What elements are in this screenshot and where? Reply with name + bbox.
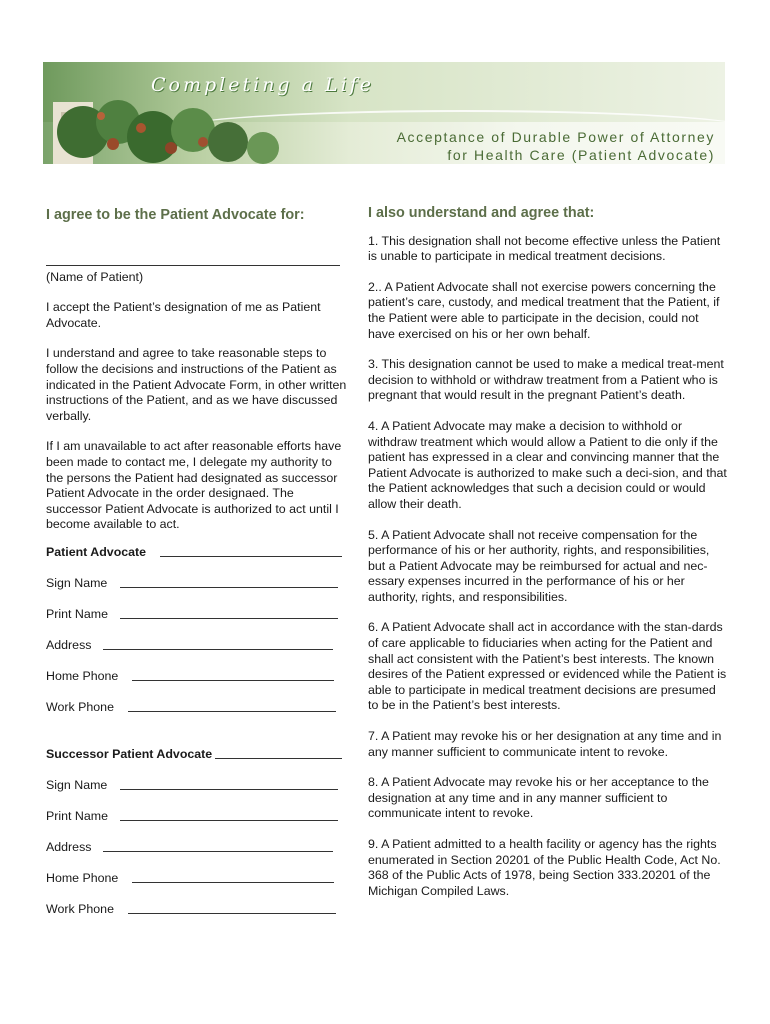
paragraph-delegation: If I am unavailable to act after reasonable efforts have been made to contact me, I delegate my authority to the persons the Patient had designated as successor Patient Advocate in the order designaed. The successor Patient Advocate is authorized to act until I become available to act. bbox=[46, 439, 342, 532]
paragraph-acceptance: I accept the Patient’s designation of me as Patient Advocate. bbox=[46, 300, 321, 330]
patient-advocate-field bbox=[46, 545, 348, 576]
clause-7: 7. A Patient may revoke his or her designation at any time and in any manner sufficient to communicate intent to revoke. bbox=[368, 729, 722, 759]
home-phone-label: Home Phone bbox=[46, 870, 119, 885]
successor-print-name-field bbox=[46, 809, 348, 840]
header-banner bbox=[43, 62, 725, 164]
patient-name-caption: (Name of Patient) bbox=[46, 269, 144, 284]
successor-sign-name-field bbox=[46, 778, 348, 809]
clause-5: 5. A Patient Advocate shall not receive compensation for the performance of his or her authority, rights, and responsibilities, but a Patient Advocate may be reimbursed for actual and nec-essary expenses incurred in the performance of his or her authority, rights, and responsibilities. bbox=[368, 527, 710, 604]
sign-name-line[interactable] bbox=[120, 587, 338, 588]
print-name-line[interactable] bbox=[120, 820, 338, 821]
sign-name-label: Sign Name bbox=[46, 575, 108, 590]
print-name-label: Print Name bbox=[46, 808, 108, 823]
title-line-1: Acceptance of Durable Power of Attorney bbox=[396, 129, 715, 145]
patient-name-line[interactable] bbox=[46, 251, 340, 266]
advocate-sign-name-field bbox=[46, 576, 348, 607]
work-phone-line[interactable] bbox=[128, 711, 336, 712]
successor-work-phone-field bbox=[46, 902, 348, 933]
right-column bbox=[368, 206, 728, 914]
address-line[interactable] bbox=[103, 851, 333, 852]
home-phone-line[interactable] bbox=[132, 680, 334, 681]
garden-illustration bbox=[43, 92, 313, 164]
successor-home-phone-field bbox=[46, 871, 348, 902]
clause-9: 9. A Patient admitted to a health facility or agency has the rights enumerated in Section 20201 of the Public Health Code, Act No. 368 of the Public Acts of 1978, being Section 333.20201 of the Michigan Compiled Laws. bbox=[368, 837, 721, 898]
successor-advocate-line[interactable] bbox=[215, 758, 342, 759]
clause-4: 4. A Patient Advocate may make a decision to withhold or withdraw treatment which would allow a Patient to die only if the patient has expressed in a clear and convincing manner that the Patient Advocate is authorized to make such a deci-sion, and that the Patient acknowledges that such a decision could or would allow their death. bbox=[368, 418, 727, 511]
patient-advocate-line[interactable] bbox=[160, 556, 342, 557]
work-phone-label: Work Phone bbox=[46, 901, 114, 916]
sign-name-label: Sign Name bbox=[46, 777, 108, 792]
successor-address-field bbox=[46, 840, 348, 871]
work-phone-line[interactable] bbox=[128, 913, 336, 914]
advocate-print-name-field bbox=[46, 607, 348, 638]
title-line-2: for Health Care (Patient Advocate) bbox=[447, 147, 715, 163]
address-line[interactable] bbox=[103, 649, 333, 650]
address-label: Address bbox=[46, 839, 92, 854]
left-heading: I agree to be the Patient Advocate for: bbox=[46, 207, 305, 223]
clause-3: 3. This designation cannot be used to make a medical treat-ment decision to withhold or withdraw treatment from a Patient who is pregnant that would result in the pregnant Patient’s death. bbox=[368, 357, 724, 403]
brand-logo-text: Completing a Life bbox=[151, 74, 374, 96]
clause-1: 1. This designation shall not become effective unless the Patient is unable to participate in medical treatment decisions. bbox=[368, 233, 721, 264]
patient-advocate-label: Patient Advocate bbox=[46, 544, 147, 559]
successor-advocate-field bbox=[46, 747, 348, 778]
address-label: Address bbox=[46, 637, 92, 652]
sign-name-line[interactable] bbox=[120, 789, 338, 790]
paragraph-understanding: I understand and agree to take reasonable steps to follow the decisions and instructions of the Patient as indicated in the Patient Advocate Form, in other written instructions of the Patient, and as we have discussed verbally. bbox=[46, 346, 347, 423]
successor-advocate-label: Successor Patient Advocate bbox=[46, 746, 213, 761]
advocate-home-phone-field bbox=[46, 669, 348, 700]
clause-8: 8. A Patient Advocate may revoke his or her acceptance to the designation at any time and in any manner sufficient to communicate intent to revoke. bbox=[368, 775, 709, 821]
clause-2: 2.. A Patient Advocate shall not exercise powers concerning the patient’s care, custody, and medical treatment that the Patient, if the Patient were able to participate in the decision, could not have exercised on his or her own behalf. bbox=[368, 279, 720, 341]
left-column bbox=[46, 206, 348, 933]
right-heading: I also understand and agree that: bbox=[368, 205, 595, 221]
advocate-address-field bbox=[46, 638, 348, 669]
home-phone-line[interactable] bbox=[132, 882, 334, 883]
home-phone-label: Home Phone bbox=[46, 668, 119, 683]
print-name-line[interactable] bbox=[120, 618, 338, 619]
work-phone-label: Work Phone bbox=[46, 699, 114, 714]
advocate-work-phone-field bbox=[46, 700, 348, 731]
clause-6: 6. A Patient Advocate shall act in accordance with the stan-dards of care applicable to fiduciaries when acting for the Patient and shall act consistent with the Patient’s best interests. The known desires of the Patient expressed or evidenced while the Patient is able to participate in medical treatment decisions are presumed to be in the Patient’s best interests. bbox=[368, 620, 727, 713]
document-title bbox=[397, 128, 715, 164]
print-name-label: Print Name bbox=[46, 606, 108, 621]
